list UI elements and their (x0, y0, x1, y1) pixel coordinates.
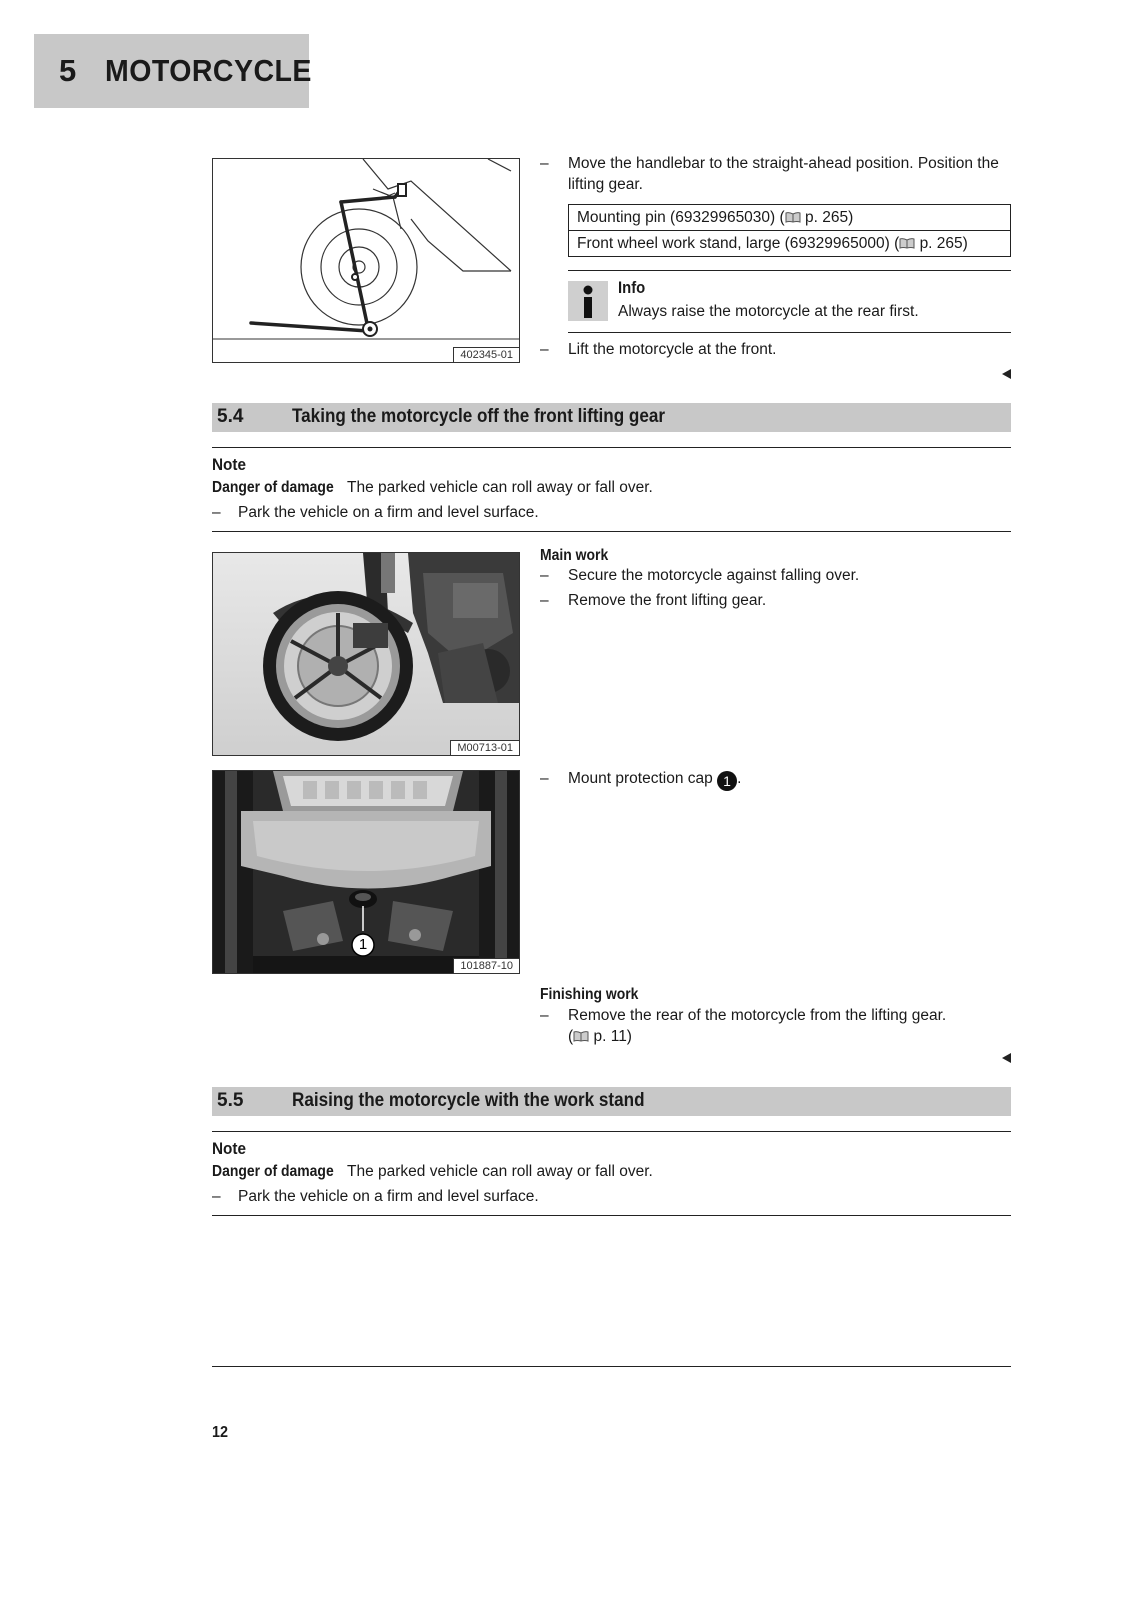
required-tools-table (568, 204, 1011, 257)
tool-cell (569, 231, 1011, 257)
step-text-line: Move the handlebar to the straight-ahead position. Position the (568, 155, 999, 172)
main-step: Remove the front lifting gear. (568, 592, 767, 609)
info-text: Always raise the motorcycle at the rear first. (618, 303, 919, 320)
danger-label: Danger of damage (212, 1163, 334, 1180)
tool-cell (569, 205, 1011, 231)
finishing-step: Remove the rear of the motorcycle from the lifting gear. (568, 1007, 947, 1024)
section-title: Taking the motorcycle off the front lifting gear (292, 406, 666, 427)
main-work-heading: Main work (540, 547, 609, 564)
page-number: 12 (212, 1424, 229, 1441)
figure-code: 101887-10 (453, 958, 519, 973)
note-bottom-rule (212, 531, 1011, 532)
motorcycle-front-wheel-image (213, 553, 519, 755)
step-text-line: lifting gear. (568, 176, 643, 193)
info-top-rule (568, 270, 1011, 271)
tool-row (569, 205, 1011, 231)
section-heading-5-4 (212, 403, 1011, 432)
step-lift-front: Lift the motorcycle at the front. (568, 341, 777, 358)
park-instruction: Park the vehicle on a firm and level surface. (238, 1188, 539, 1205)
front-wheel-photo (212, 552, 520, 756)
chapter-number: 5 (59, 53, 77, 88)
section-heading-5-5 (212, 1087, 1011, 1116)
info-bottom-rule (568, 332, 1011, 333)
dash-marker: – (540, 1007, 549, 1024)
section-number: 5.4 (217, 406, 244, 427)
step-move-handlebar (568, 153, 1018, 195)
note-bottom-rule (212, 1215, 1011, 1216)
note-title: Note (212, 455, 247, 474)
figure-code: M00713-01 (450, 740, 519, 755)
danger-label: Danger of damage (212, 479, 334, 496)
book-icon (899, 236, 915, 247)
step-mount-cap (568, 768, 741, 791)
dash-marker: – (540, 155, 549, 172)
tool-row (569, 231, 1011, 257)
section-title: Raising the motorcycle with the work stand (292, 1090, 645, 1111)
note-top-rule (212, 447, 1011, 448)
note-top-rule (212, 1131, 1011, 1132)
tool-name: Mounting pin (69329965030) ( (577, 208, 785, 226)
chapter-header (34, 34, 312, 108)
finishing-reference: ( p. 11) (568, 1028, 632, 1045)
dash-marker: – (212, 504, 221, 521)
book-icon (573, 1027, 589, 1038)
dash-marker: – (540, 592, 549, 609)
main-step: Secure the motorcycle against falling over. (568, 567, 860, 584)
dash-marker: – (540, 770, 549, 787)
danger-text: The parked vehicle can roll away or fall over. (347, 1163, 653, 1180)
end-of-procedure-icon (1002, 1053, 1011, 1063)
dash-marker: – (212, 1188, 221, 1205)
dash-marker: – (540, 341, 549, 358)
footer-rule (212, 1366, 1011, 1367)
stand-diagram-illustration (213, 159, 519, 362)
stand-diagram-figure (212, 158, 520, 363)
page-reference: p. 11) (593, 1028, 632, 1045)
step-period: . (737, 770, 742, 787)
figure-code: 402345-01 (453, 347, 519, 362)
protection-cap-photo (212, 770, 520, 974)
park-instruction: Park the vehicle on a firm and level surface. (238, 504, 539, 521)
chapter-title: MOTORCYCLE (104, 53, 312, 88)
page-reference: p. 265) (919, 234, 968, 252)
callout-badge: 1 (717, 771, 737, 791)
page-reference: p. 265) (805, 208, 854, 226)
section-number: 5.5 (217, 1090, 244, 1111)
info-icon (568, 281, 608, 321)
danger-text: The parked vehicle can roll away or fall over. (347, 479, 653, 496)
tool-name: Front wheel work stand, large (69329965000) ( (577, 234, 900, 252)
step-text: Mount protection cap (568, 770, 713, 787)
book-icon (785, 210, 801, 221)
end-of-procedure-icon (1002, 369, 1011, 379)
note-title: Note (212, 1139, 247, 1158)
info-title: Info (618, 279, 646, 297)
finishing-work-heading: Finishing work (540, 986, 639, 1003)
callout-number: 1 (358, 936, 368, 953)
dash-marker: – (540, 567, 549, 584)
